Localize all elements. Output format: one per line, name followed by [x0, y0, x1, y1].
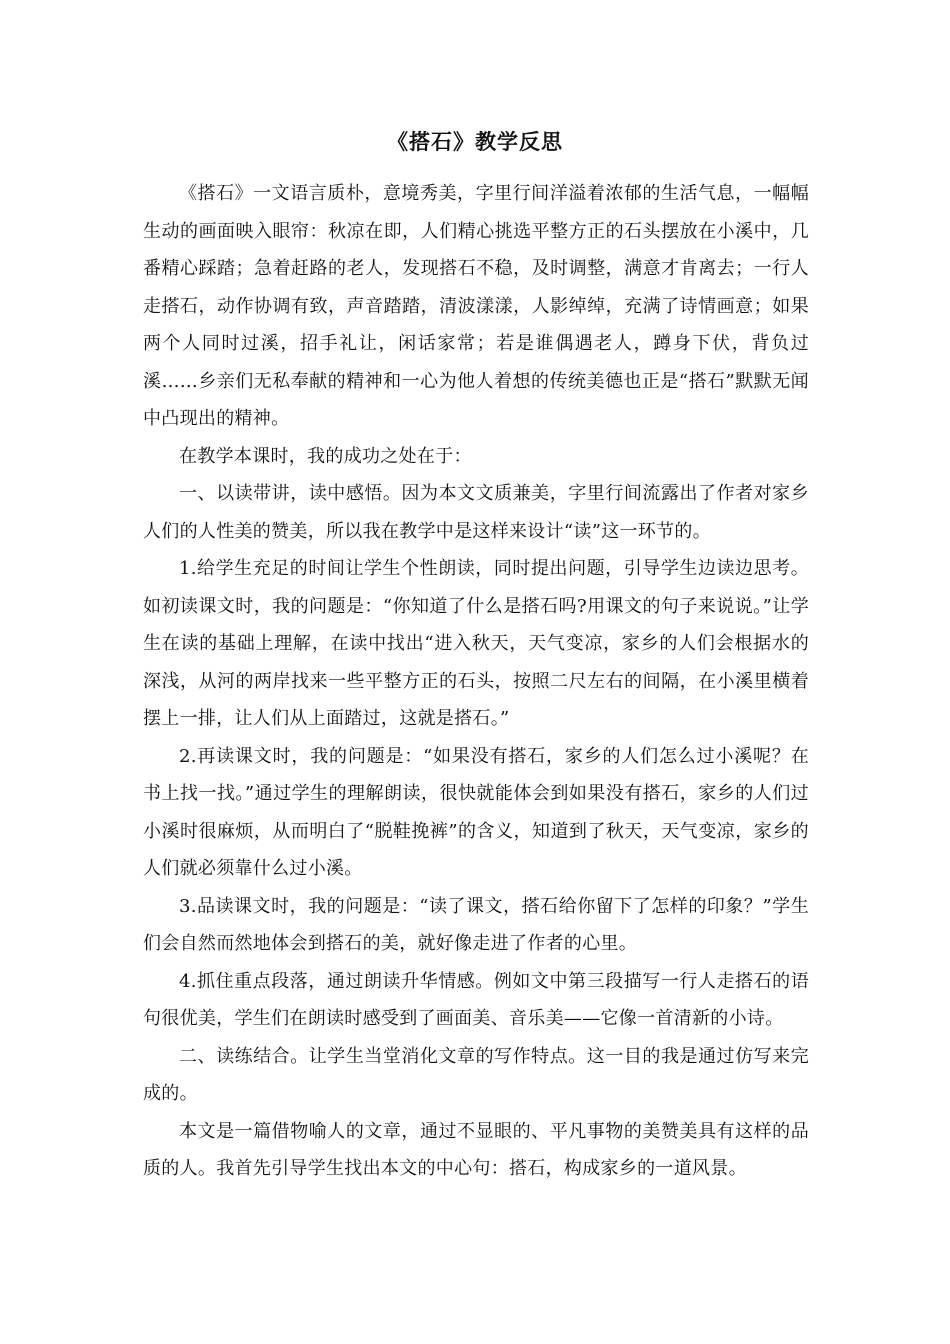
- paragraph-point-one: 一、以读带讲，读中感悟。因为本文文质兼美，字里行间流露出了作者对家乡人们的人性美的赞美，所以我在教学中是这样来设计“读”这一环节的。: [143, 483, 809, 542]
- paragraph-intro: 《搭石》一文语言质朴，意境秀美，字里行间洋溢着浓郁的生活气息，一幅幅生动的画面映入眼帘：秋凉在即，人们精心挑选平整方正的石头摆放在小溪中，几番精心踩踏；急着赶路的老人，发现搭石不稳，及时调整，满意才肯离去；一行人走搭石，动作协调有致，声音踏踏，清波漾漾，人影绰绰，充满了诗情画意；如果两个人同时过溪，招手礼让，闲话家常；若是谁偶遇老人，蹲身下伏，背负过溪……乡亲们无私奉献的精神和一心为他人着想的传统美德也正是“搭石”默默无闻中凸现出的精神。: [143, 183, 809, 429]
- paragraph-item-2: 2.再读课文时，我的问题是：“如果没有搭石，家乡的人们怎么过小溪呢？在书上找一找。”通过学生的理解朗读，很快就能体会到如果没有搭石，家乡的人们过小溪时很麻烦，从而明白了“脱鞋挽裤”的含义，知道到了秋天，天气变凉，家乡的人们就必须靠什么过小溪。: [143, 745, 809, 879]
- paragraph-item-1: 1.给学生充足的时间让学生个性朗读，同时提出问题，引导学生边读边思考。如初读课文时，我的问题是：“你知道了什么是搭石吗?用课文的句子来说说。”让学生在读的基础上理解，在读中找出“进入秋天，天气变凉，家乡的人们会根据水的深浅，从河的两岸找来一些平整方正的石头，按照二尺左右的间隔，在小溪里横着摆上一排，让人们从上面踏过，这就是搭石。”: [143, 558, 809, 729]
- paragraph-success-lead: 在教学本课时，我的成功之处在于：: [179, 445, 472, 467]
- paragraph-item-4: 4.抓住重点段落，通过朗读升华情感。例如文中第三段描写一行人走搭石的语句很优美，学生们在朗读时感受到了画面美、音乐美——它像一首清新的小诗。: [143, 970, 809, 1029]
- paragraph-closing: 本文是一篇借物喻人的文章，通过不显眼的、平凡事物的美赞美具有这样的品质的人。我首先引导学生找出本文的中心句：搭石，构成家乡的一道风景。: [143, 1120, 809, 1179]
- document-title: 《搭石》教学反思: [387, 130, 563, 154]
- paragraph-item-3: 3.品读课文时，我的问题是：“读了课文，搭石给你留下了怎样的印象？”学生们会自然而然地体会到搭石的美，就好像走进了作者的心里。: [143, 895, 809, 954]
- paragraph-point-two: 二、读练结合。让学生当堂消化文章的写作特点。这一目的我是通过仿写来完成的。: [143, 1045, 809, 1104]
- document-body: [143, 175, 809, 1188]
